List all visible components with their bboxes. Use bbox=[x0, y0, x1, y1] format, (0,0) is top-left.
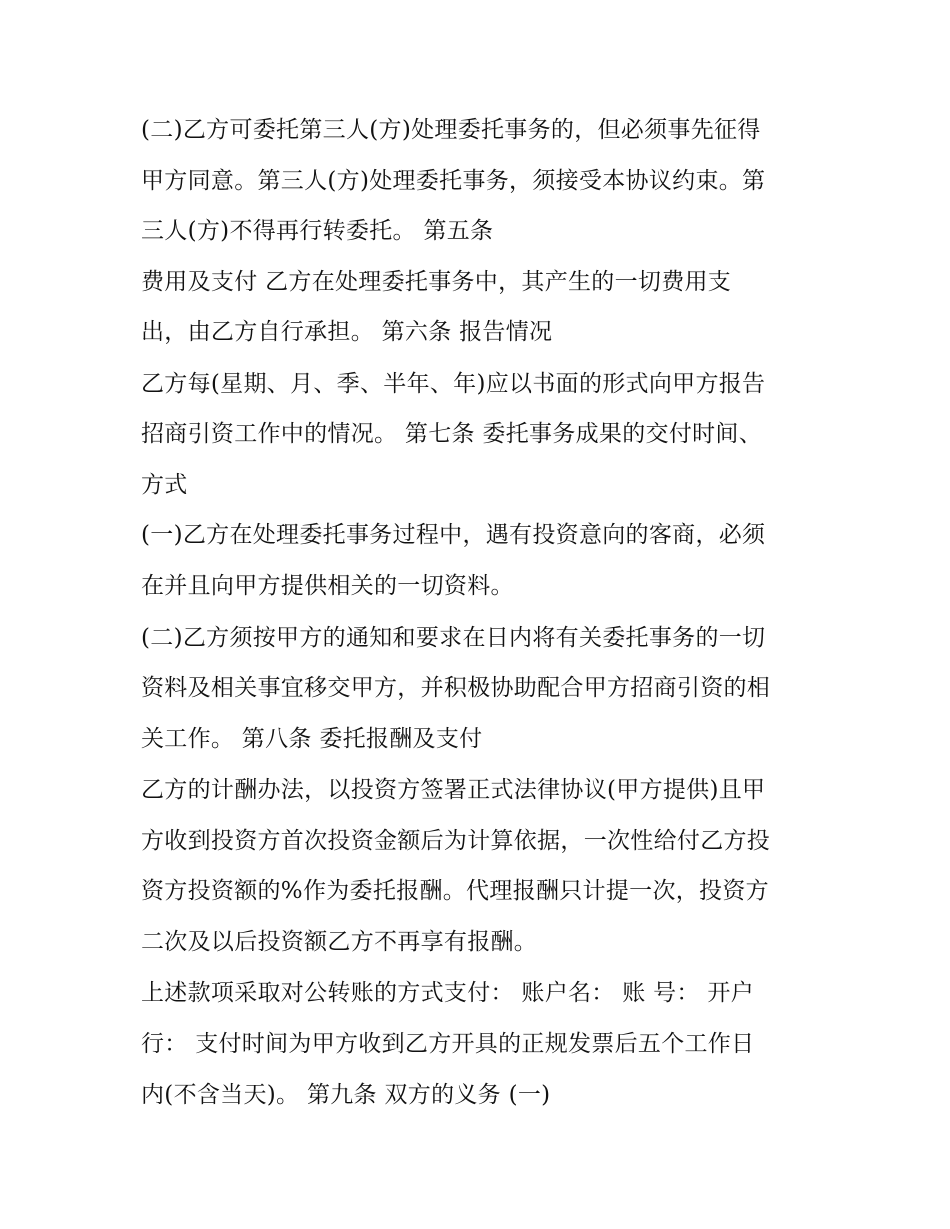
text-line: 上述款项采取对公转账的方式支付： 账户名： 账 号： 开户 bbox=[141, 980, 754, 1006]
text-line: 方式 bbox=[141, 472, 188, 498]
text-line: 资方投资额的%作为委托报酬。代理报酬只计提一次，投资方 bbox=[141, 878, 769, 904]
text-line: 关工作。 第八条 委托报酬及支付 bbox=[141, 726, 483, 752]
text-line: 内(不含当天)。 第九条 双方的义务 (一) bbox=[141, 1082, 551, 1108]
text-line: 乙方每(星期、月、季、半年、年)应以书面的形式向甲方报告 bbox=[141, 371, 766, 397]
text-line: (二)乙方可委托第三人(方)处理委托事务的，但必须事先征得 bbox=[141, 117, 761, 143]
text-line: 二次及以后投资额乙方不再享有报酬。 bbox=[141, 929, 538, 955]
text-line: 在并且向甲方提供相关的一切资料。 bbox=[141, 573, 514, 599]
text-line: 行： 支付时间为甲方收到乙方开具的正规发票后五个工作日 bbox=[141, 1031, 755, 1057]
text-line: 甲方同意。第三人(方)处理委托事务，须接受本协议约束。第 bbox=[141, 168, 766, 194]
text-line: (二)乙方须按甲方的通知和要求在日内将有关委托事务的一切 bbox=[141, 625, 766, 651]
text-line: 费用及支付 乙方在处理委托事务中，其产生的一切费用支 bbox=[141, 269, 732, 295]
text-line: 出，由乙方自行承担。 第六条 报告情况 bbox=[141, 319, 553, 345]
text-line: 方收到投资方首次投资金额后为计算依据，一次性给付乙方投 bbox=[141, 828, 771, 854]
text-line: 乙方的计酬办法，以投资方签署正式法律协议(甲方提供)且甲 bbox=[141, 777, 766, 803]
text-line: 资料及相关事宜移交甲方，并积极协助配合甲方招商引资的相 bbox=[141, 675, 771, 701]
text-line: 招商引资工作中的情况。 第七条 委托事务成果的交付时间、 bbox=[141, 421, 763, 447]
text-line: 三人(方)不得再行转委托。 第五条 bbox=[141, 218, 494, 244]
text-line: (一)乙方在处理委托事务过程中，遇有投资意向的客商，必须 bbox=[141, 522, 766, 548]
